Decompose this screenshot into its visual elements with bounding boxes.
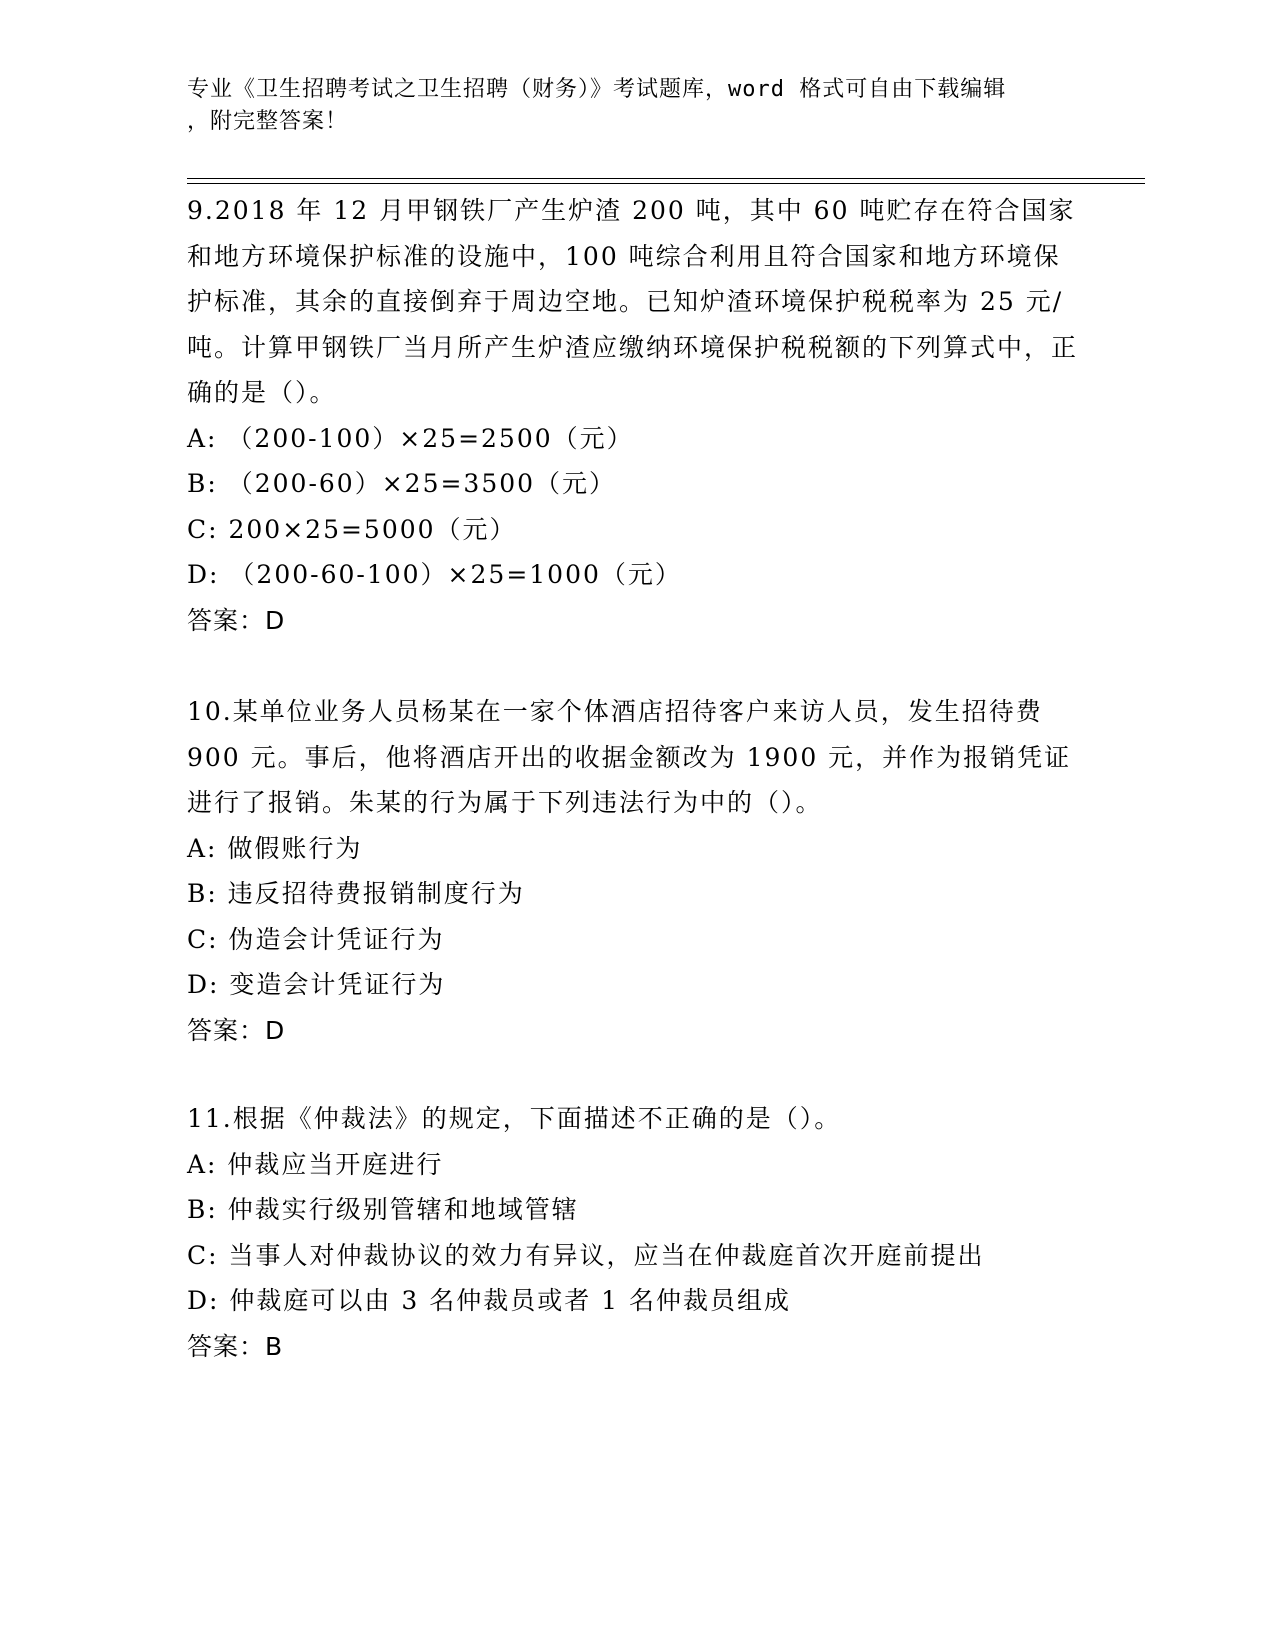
option-c: C: 200×25=5000（元） [187, 514, 517, 544]
option-a: A: 仲裁应当开庭进行 [187, 1149, 444, 1179]
answer-line: 答案：B [187, 1331, 284, 1361]
option-a: A: （200-100）×25=2500（元） [187, 423, 634, 453]
question-stem: 9.2018 年 12 月甲钢铁厂产生炉渣 200 吨，其中 60 吨贮存在符合国家和地方环境保护标准的设施中，100 吨综合利用且符合国家和地方环境保护标准，其余的直接倒弃于周边空地。已知炉渣环境保护税税率为 25 元/吨。计算甲钢铁厂当月所产生炉渣应缴纳环境保护税税额的下列算式中，正确的是（）。 [187, 196, 1079, 407]
header-divider-top [187, 178, 1145, 179]
option-d: D: （200-60-100）×25=1000（元） [187, 560, 682, 589]
answer-line: 答案：D [187, 1015, 286, 1045]
question-11 [187, 1096, 1087, 1369]
option-b: B: 仲裁实行级别管辖和地域管辖 [187, 1195, 579, 1224]
option-b: B: （200-60）×25=3500（元） [187, 469, 617, 498]
option-c: C: 当事人对仲裁协议的效力有异议，应当在仲裁庭首次开庭前提出 [187, 1240, 985, 1270]
option-c: C: 伪造会计凭证行为 [187, 924, 445, 954]
question-stem: 10.某单位业务人员杨某在一家个体酒店招待客户来访人员，发生招待费 900 元。事后，他将酒店开出的收据金额改为 1900 元，并作为报销凭证进行了报销。朱某的行为属于下列违法行为中的（）。 [187, 697, 1072, 817]
option-d: D: 变造会计凭证行为 [187, 970, 446, 999]
option-a: A: 做假账行为 [187, 833, 363, 863]
document-header: 专业《卫生招聘考试之卫生招聘（财务）》考试题库，word 格式可自由下载编辑 ，附完整答案！ [187, 77, 1007, 134]
header-divider-bottom [187, 183, 1145, 184]
question-9 [187, 188, 1087, 643]
question-10 [187, 689, 1087, 1053]
answer-line: 答案：D [187, 605, 286, 635]
option-b: B: 违反招待费报销制度行为 [187, 879, 525, 908]
question-stem: 11.根据《仲裁法》的规定，下面描述不正确的是（）。 [187, 1104, 842, 1133]
option-d: D: 仲裁庭可以由 3 名仲裁员或者 1 名仲裁员组成 [187, 1286, 792, 1315]
